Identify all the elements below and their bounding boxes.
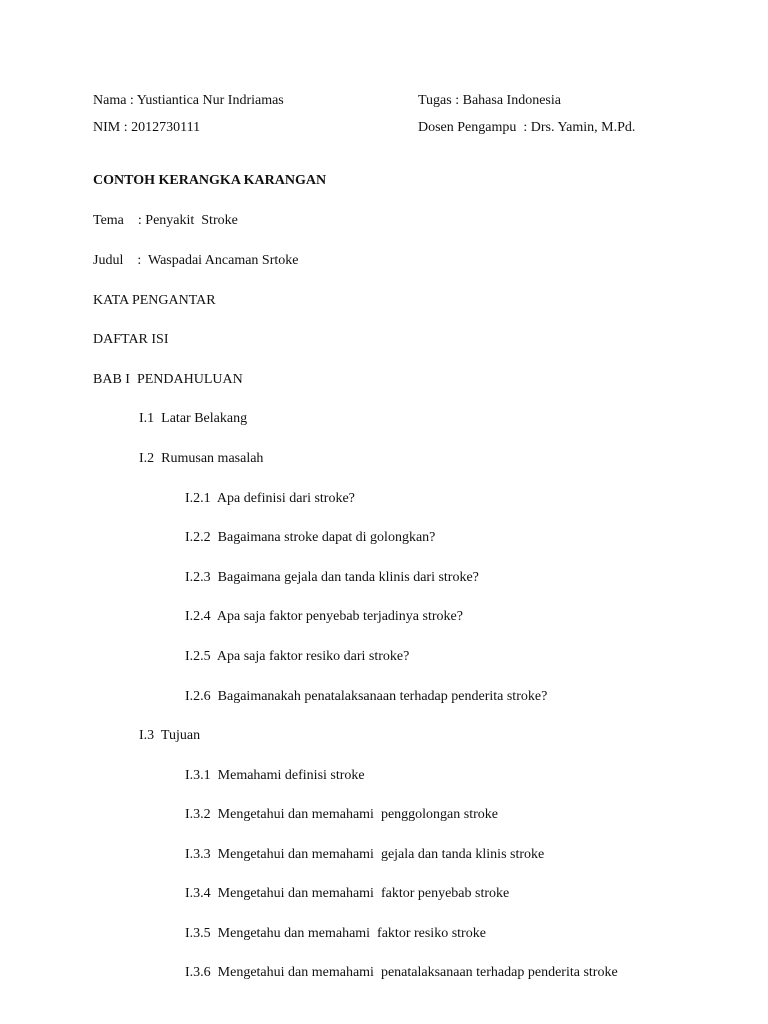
section-daftar-isi: DAFTAR ISI (93, 332, 169, 347)
list-item: I.2.3 Bagaimana gejala dan tanda klinis dari stroke? (185, 570, 479, 585)
list-item: I.3.6 Mengetahui dan memahami penatalaksanaan terhadap penderita stroke (185, 965, 618, 980)
document-title: CONTOH KERANGKA KARANGAN (93, 173, 327, 188)
title-line: Judul : Waspadai Ancaman Srtoke (93, 253, 299, 268)
list-item: I.3.4 Mengetahui dan memahami faktor penyebab stroke (185, 886, 510, 901)
list-item: I.2.2 Bagaimana stroke dapat di golongkan? (185, 530, 436, 545)
assignment-subject: Tugas : Bahasa Indonesia (418, 93, 561, 108)
list-item: I.2.6 Bagaimanakah penatalaksanaan terhadap penderita stroke? (185, 689, 548, 704)
theme-line: Tema : Penyakit Stroke (93, 213, 238, 228)
list-item: I.2.4 Apa saja faktor penyebab terjadinya stroke? (185, 609, 463, 624)
subsection-tujuan: I.3 Tujuan (139, 728, 201, 743)
list-item: I.2.1 Apa definisi dari stroke? (185, 491, 355, 506)
subsection-rumusan-masalah: I.2 Rumusan masalah (139, 451, 264, 466)
chapter-1-title: BAB I PENDAHULUAN (93, 372, 243, 387)
lecturer-name: Dosen Pengampu : Drs. Yamin, M.Pd. (418, 120, 636, 135)
list-item: I.3.3 Mengetahui dan memahami gejala dan tanda klinis stroke (185, 847, 545, 862)
list-item: I.3.2 Mengetahui dan memahami penggolongan stroke (185, 807, 498, 822)
student-nim: NIM : 2012730111 (93, 120, 201, 135)
student-name: Nama : Yustiantica Nur Indriamas (93, 93, 284, 108)
subsection-latar-belakang: I.1 Latar Belakang (139, 411, 248, 426)
list-item: I.2.5 Apa saja faktor resiko dari stroke? (185, 649, 410, 664)
section-kata-pengantar: KATA PENGANTAR (93, 293, 216, 308)
list-item: I.3.5 Mengetahu dan memahami faktor resiko stroke (185, 926, 486, 941)
list-item: I.3.1 Memahami definisi stroke (185, 768, 365, 783)
